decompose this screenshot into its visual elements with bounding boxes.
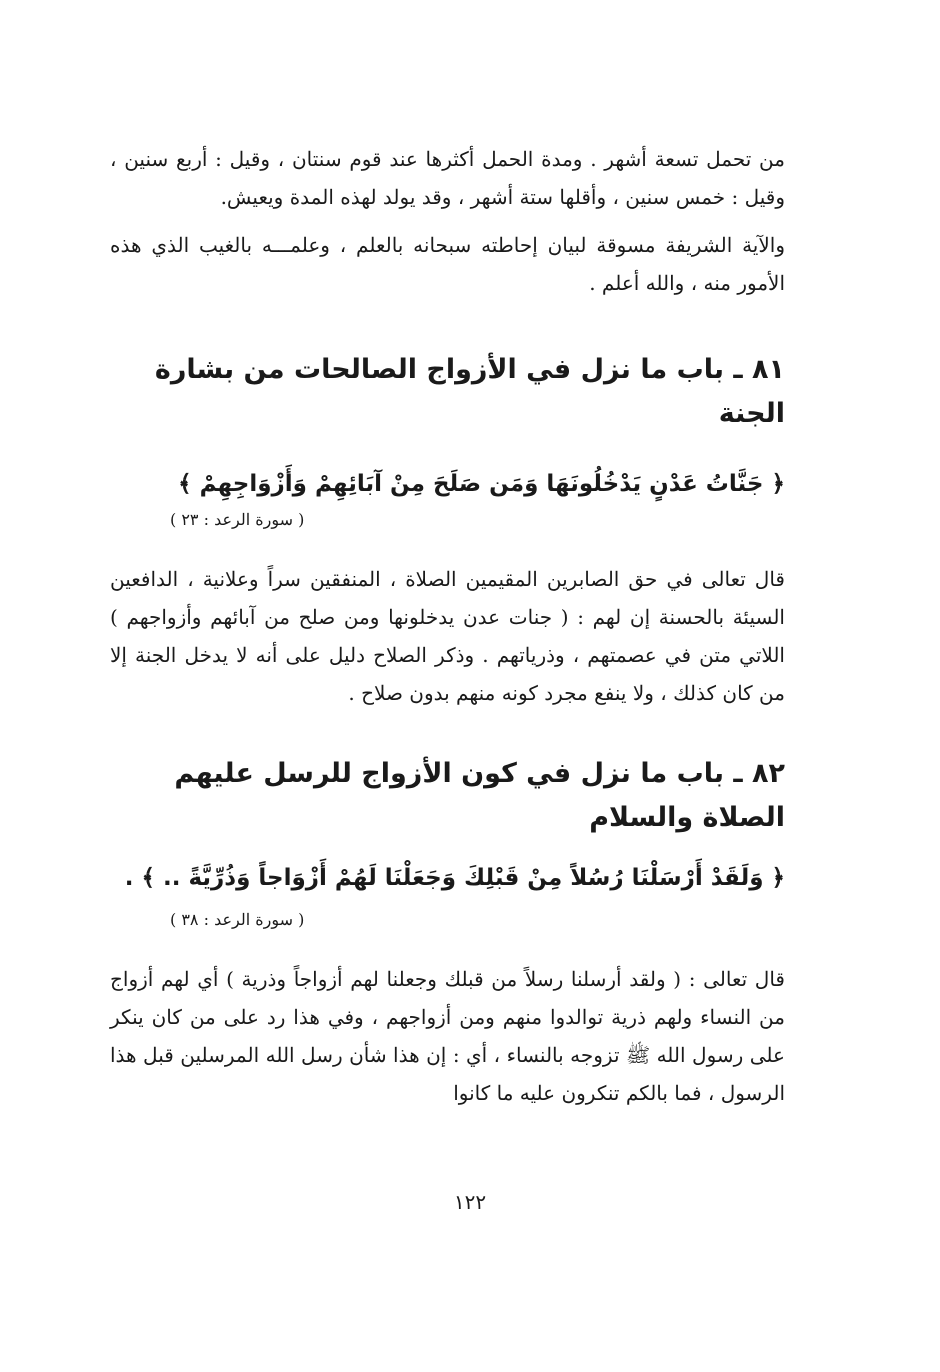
intro-paragraph-1: من تحمل تسعة أشهر . ومدة الحمل أكثرها عند قوم سنتان ، وقيل : أربع سنين ، وقيل : خمس سنين ، وأقلها ستة أشهر ، وقد يولد لهذه المدة ويعيش. [110,147,785,209]
section-82-body: قال تعالى : ( ولقد أرسلنا رسلاً من قبلك وجعلنا لهم أزواجاً وذرية ) أي لهم أزواج من النساء ولهم ذرية توالدوا منهم ومن أزواجهم ، وفي هذا رد على من كان ينكر على رسول الله ﷺ تزوجه بالنساء ، أي : إن هذا شأن رسل الله المرسلين قبل هذا الرسول ، فما بالكم تنكرون عليه ما كانوا [110,967,785,1105]
section-81-citation-text: ( سورة الرعد : ٢٣ ) [170,510,305,529]
page-number: ١٢٢ [453,1190,487,1214]
section-82-verse: ﴿ وَلَقَدْ أَرْسَلْنَا رُسُلاً مِنْ قَبْلِكَ وَجَعَلْنَا لَهُمْ أَزْوَاجاً وَذُرِّيَّةً .. ﴾ . [124,865,785,891]
section-81-body: قال تعالى في حق الصابرين المقيمين الصلاة ، المنفقين سراً وعلانية ، الدافعين السيئة بالحسنة إن لهم : ( جنات عدن يدخلونها ومن صلح من آبائهم وأزواجهم ) اللاتي متن في عصمتهم ، وذرياتهم . وذكر الصلاح دليل على أنه لا يدخل الجنة إلا من كان كذلك ، ولا ينفع مجرد كونه منهم بدون صلاح . [110,567,785,705]
section-81-citation [110,506,785,534]
section-82-citation-text: ( سورة الرعد : ٣٨ ) [170,910,305,929]
section-81-heading: ٨١ ـ باب ما نزل في الأزواج الصالحات من بشارة الجنة [154,354,785,429]
section-81-verse: ﴿ جَنَّاتُ عَدْنٍ يَدْخُلُونَهَا وَمَن صَلَحَ مِنْ آبَائِهِمْ وَأَزْوَاجِهِمْ ﴾ [178,471,785,497]
section-82-heading: ٨٢ ـ باب ما نزل في كون الأزواج للرسل عليهم الصلاة والسلام [174,758,785,833]
page-content [110,140,785,1112]
intro-paragraph-2: والآية الشريفة مسوقة لبيان إحاطته سبحانه بالعلم ، وعلمـــه بالغيب الذي هذه الأمور منه ، والله أعلم . [110,233,785,295]
section-82-citation [110,906,785,934]
